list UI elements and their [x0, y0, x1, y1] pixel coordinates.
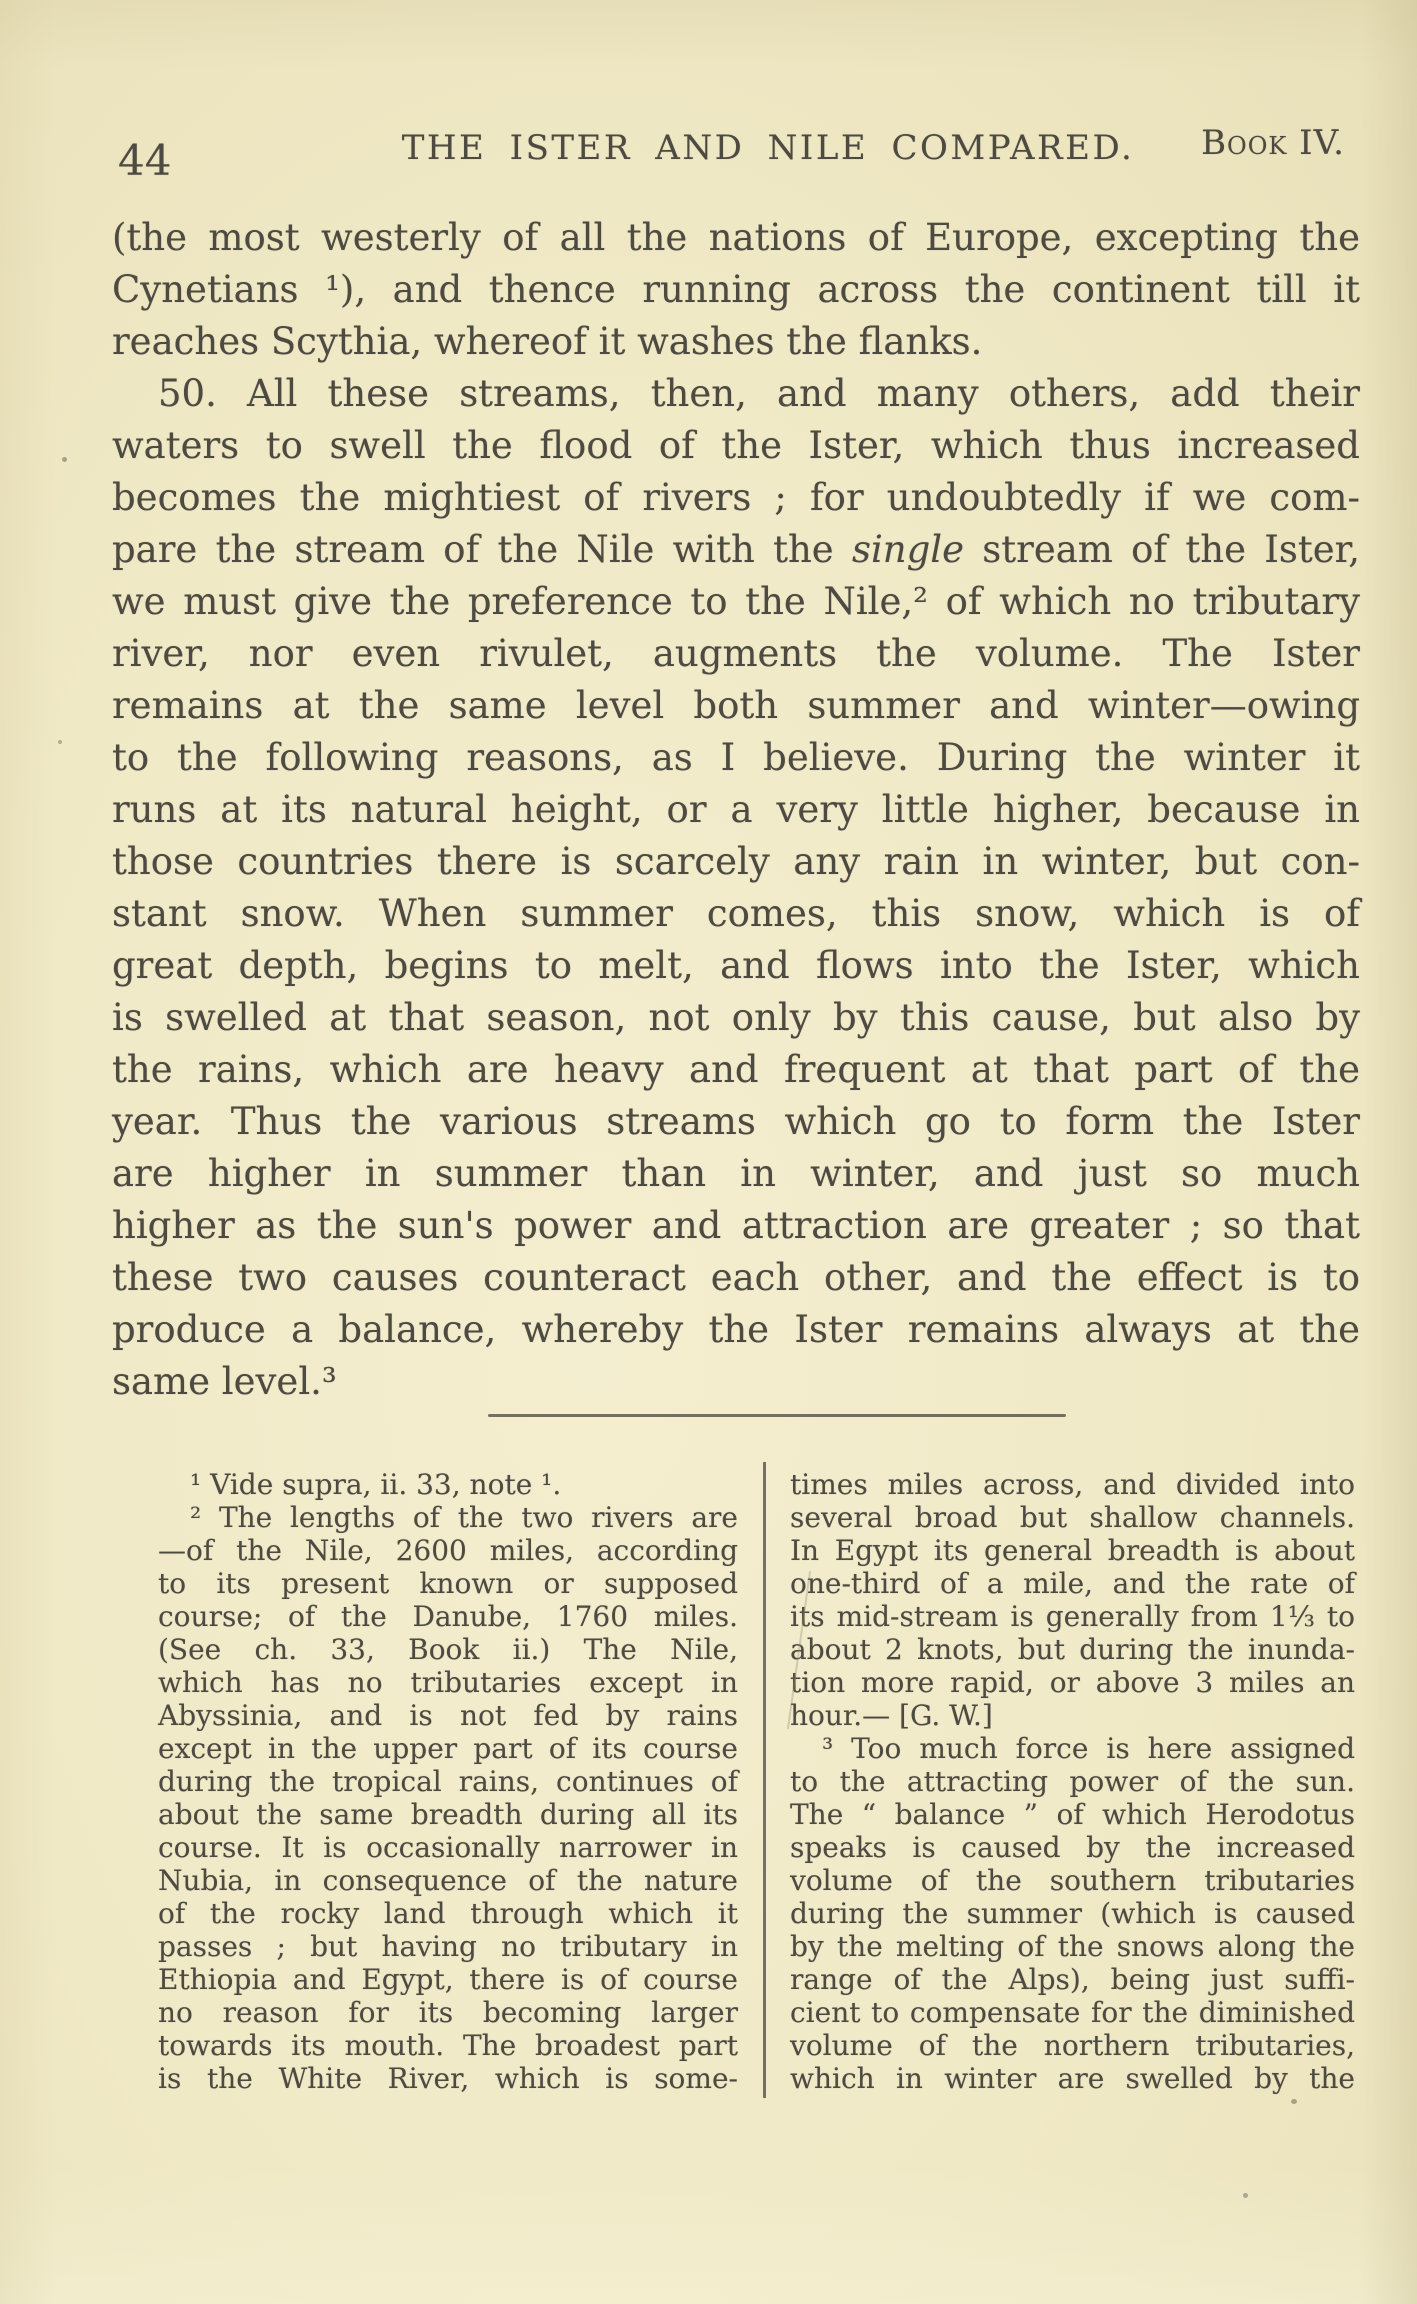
text-line: during the summer (which is caused — [790, 1897, 1355, 1930]
text-line: ² The lengths of the two rivers are — [190, 1501, 738, 1534]
text-line: no reason for its becoming larger — [158, 1996, 738, 2029]
page-number: 44 — [118, 136, 172, 185]
text-line: (See ch. 33, Book ii.) The Nile, — [158, 1633, 738, 1666]
text-line: which has no tributaries except in — [158, 1666, 738, 1699]
text-line: which in winter are swelled by the — [790, 2062, 1355, 2095]
text-line: times miles across, and divided into — [790, 1468, 1355, 1501]
text-line: about 2 knots, but during the inunda- — [790, 1633, 1355, 1666]
text-line: these two causes counteract each other, and the effect is to — [112, 1256, 1360, 1299]
footnote-column-divider — [763, 1462, 766, 2098]
text-line: great depth, begins to melt, and flows into the Ister, which — [112, 944, 1360, 987]
text-line: are higher in summer than in winter, and just so much — [112, 1152, 1360, 1195]
text-line: about the same breadth during all its — [158, 1798, 738, 1831]
text-line: reaches Scythia, whereof it washes the flanks. — [112, 320, 983, 363]
text-line: same level.³ — [112, 1360, 337, 1403]
text-line: higher as the sun's power and attraction are greater ; so that — [112, 1204, 1360, 1247]
paper-speck — [1291, 2099, 1297, 2104]
text-line: its mid-stream is generally from 1⅓ to — [790, 1600, 1355, 1633]
text-line: except in the upper part of its course — [158, 1732, 738, 1765]
text-line: passes ; but having no tributary in — [158, 1930, 738, 1963]
text-line: —of the Nile, 2600 miles, according — [158, 1534, 738, 1567]
text-line: Cynetians ¹), and thence running across the continent till it — [112, 268, 1360, 311]
text-line: 50. All these streams, then, and many others, add their — [158, 372, 1360, 415]
text-line: one-third of a mile, and the rate of — [790, 1567, 1355, 1600]
text-line: to the attracting power of the sun. — [790, 1765, 1355, 1798]
text-line: Abyssinia, and is not fed by rains — [158, 1699, 738, 1732]
text-line: In Egypt its general breadth is about — [790, 1534, 1355, 1567]
text-line: (the most westerly of all the nations of Europe, excepting the — [112, 216, 1360, 259]
text-line: runs at its natural height, or a very little higher, because in — [112, 788, 1360, 831]
text-line: of the rocky land through which it — [158, 1897, 738, 1930]
text-line: we must give the preference to the Nile,² of which no tributary — [112, 580, 1360, 623]
footnote-separator-rule — [488, 1414, 1066, 1417]
text-line: those countries there is scarcely any rain in winter, but con- — [112, 840, 1360, 883]
text-line: course; of the Danube, 1760 miles. — [158, 1600, 738, 1633]
text-line: stant snow. When summer comes, this snow, which is of — [112, 892, 1360, 935]
text-line: ³ Too much force is here assigned — [822, 1732, 1355, 1765]
text-line: tion more rapid, or above 3 miles an — [790, 1666, 1355, 1699]
text-line: volume of the northern tributaries, — [790, 2029, 1355, 2062]
text-line: during the tropical rains, continues of — [158, 1765, 738, 1798]
text-line: to the following reasons, as I believe. During the winter it — [112, 736, 1360, 779]
text-line: towards its mouth. The broadest part — [158, 2029, 738, 2062]
text-line: is the White River, which is some- — [158, 2062, 738, 2095]
body-text — [112, 212, 1360, 1408]
text-line: course. It is occasionally narrower in — [158, 1831, 738, 1864]
text-line: ¹ Vide supra, ii. 33, note ¹. — [190, 1468, 562, 1501]
text-line: produce a balance, whereby the Ister remains always at the — [112, 1308, 1360, 1351]
footnote-column-left — [158, 1468, 738, 2095]
text-line: Nubia, in consequence of the nature — [158, 1864, 738, 1897]
text-line: becomes the mightiest of rivers ; for undoubtedly if we com- — [112, 476, 1360, 519]
paper-speck — [58, 740, 62, 744]
text-line: volume of the southern tributaries — [790, 1864, 1355, 1897]
text-line: cient to compensate for the diminished — [790, 1996, 1355, 2029]
text-line: hour.— [G. W.] — [790, 1699, 993, 1732]
text-line: range of the Alps), being just suffi- — [790, 1963, 1355, 1996]
text-line: waters to swell the flood of the Ister, which thus increased — [112, 424, 1360, 467]
book-marker: Book IV. — [1201, 123, 1345, 163]
running-title: THE ISTER AND NILE COMPARED. — [401, 128, 1135, 168]
text-line: river, nor even rivulet, augments the volume. The Ister — [112, 632, 1360, 675]
paper-speck — [62, 457, 67, 462]
text-line: several broad but shallow channels. — [790, 1501, 1355, 1534]
text-line: by the melting of the snows along the — [790, 1930, 1355, 1963]
text-line: is swelled at that season, not only by this cause, but also by — [112, 996, 1360, 1039]
paragraph-2 — [112, 368, 1360, 1408]
text-line: speaks is caused by the increased — [790, 1831, 1355, 1864]
paragraph-1 — [112, 212, 1360, 368]
text-line: The “ balance ” of which Herodotus — [790, 1798, 1355, 1831]
footnote-column-right — [790, 1468, 1355, 2095]
text-line: year. Thus the various streams which go to form the Ister — [112, 1100, 1360, 1143]
text-line: remains at the same level both summer and winter—owing — [112, 684, 1360, 727]
text-line: to its present known or supposed — [158, 1567, 738, 1600]
text-line: the rains, which are heavy and frequent at that part of the — [112, 1048, 1360, 1091]
text-line: Ethiopia and Egypt, there is of course — [158, 1963, 738, 1996]
paper-speck — [1243, 2193, 1248, 2198]
text-line: pare the stream of the Nile with the single stream of the Ister, — [112, 528, 1360, 571]
